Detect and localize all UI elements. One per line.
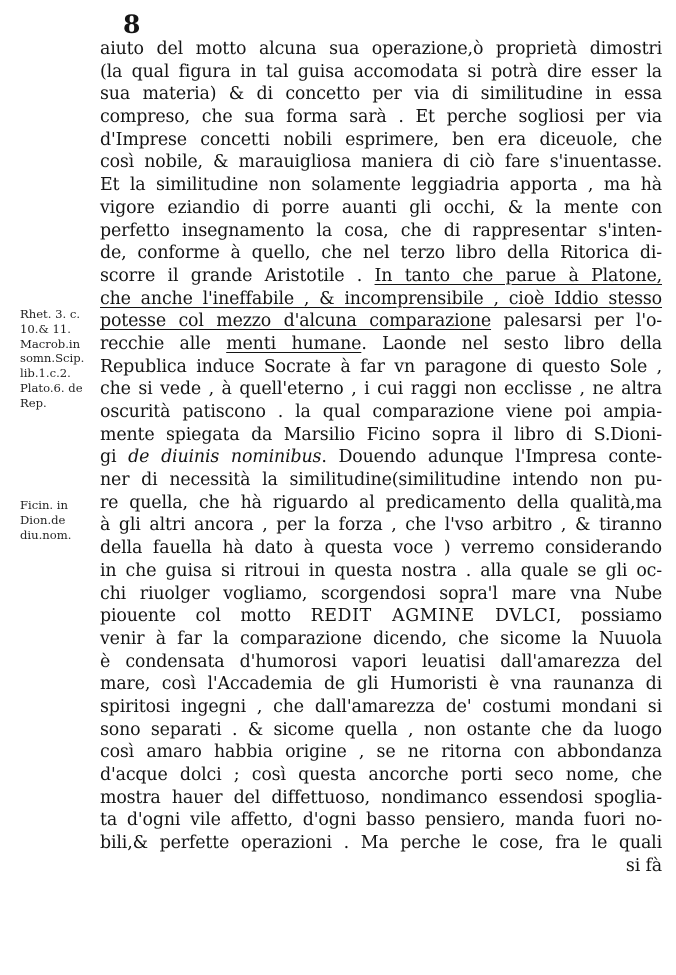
text-line <box>100 787 662 810</box>
marginal-note-line: 10.& 11. <box>20 321 71 336</box>
text-segment: Et la similitudine non solamente leggiadria apporta , ma hà <box>100 175 662 196</box>
text-segment: mare, così l'Accademia de gli Humoristi è vna raunanza di <box>100 674 662 695</box>
text-segment: compreso, che sua forma sarà . Et perche sogliosi per via <box>100 107 662 128</box>
text-segment: ner di necessità la similitudine(similitudine intendo non pu- <box>100 470 662 491</box>
text-segment: recchie alle <box>100 333 227 354</box>
text-line <box>100 469 662 492</box>
text-line <box>100 129 662 152</box>
text-segment: vigore eziandio di porre auanti gli occhi, & la mente con <box>100 197 662 218</box>
text-line <box>100 424 662 447</box>
text-segment: d'acque dolci ; così questa ancorche porti seco nome, che <box>100 765 662 785</box>
text-line <box>100 356 662 379</box>
text-segment: à gli altri ancora , per la forza , che l'vso arbitro , & tiranno <box>100 515 662 536</box>
text-segment: oscurità patiscono . la qual comparazione viene poi ampia- <box>100 402 662 422</box>
text-segment: mostra hauer del diffettuoso, nondimanco essendosi spoglia- <box>100 787 662 808</box>
text-line <box>100 151 662 174</box>
text-segment: si fà <box>625 855 662 876</box>
text-line <box>100 809 662 832</box>
text-segment: de, conforme à quello, che nel terzo libro della Ritorica di- <box>100 243 662 264</box>
motto-text: REDIT AGMINE DVLCI <box>310 606 556 627</box>
text-line <box>100 583 662 606</box>
text-segment: bili,& perfette operazioni . Ma perche le cose, fra le quali <box>100 833 662 854</box>
text-line <box>100 265 662 288</box>
text-segment: Republica induce Socrate à far vn paragone di questo Sole , <box>100 356 662 377</box>
text-segment: re quella, che hà riguardo al predicamento della qualità,ma <box>100 492 662 513</box>
marginal-note-citations <box>20 307 98 411</box>
text-segment: . Laonde nel sesto libro della <box>361 333 663 354</box>
text-line <box>100 492 662 515</box>
text-line <box>100 628 662 651</box>
marginal-note-line: Rep. <box>20 395 47 410</box>
text-segment: gi <box>100 447 129 468</box>
text-segment: venir à far la comparazione dicendo, che sicome la Nuuola <box>100 628 662 649</box>
text-line <box>100 560 662 583</box>
marginal-note-line: lib.1.c.2. <box>20 366 71 381</box>
text-line <box>100 61 662 84</box>
underlined-text: In tanto che parue à Platone, <box>374 265 662 286</box>
text-line <box>100 673 662 696</box>
text-line <box>100 333 662 356</box>
text-line <box>100 855 662 878</box>
text-line <box>100 174 662 197</box>
text-line <box>100 651 662 674</box>
text-line <box>100 220 662 243</box>
marginal-note-line: Dion.de <box>20 512 66 527</box>
text-segment: in che guisa si ritroui in questa nostra . alla quale se gli oc- <box>100 560 662 581</box>
text-line <box>100 537 662 560</box>
text-segment: sua materia) & di concetto per via di similitudine in essa <box>100 84 662 105</box>
text-segment: ta d'ogni vile affetto, d'ogni basso pensiero, manda fuori no- <box>100 810 662 831</box>
marginal-note-line: somn.Scip. <box>20 351 85 366</box>
text-segment: così nobile, & marauigliosa maniera di ciò fare s'inuentasse. <box>100 152 662 173</box>
text-segment: . Douendo adunque l'Impresa conte- <box>321 447 662 468</box>
text-segment: spiritosi ingegni , che dall'amarezza de' costumi mondani si <box>100 696 662 717</box>
marginal-note-line: Rhet. 3. c. <box>20 307 81 321</box>
text-line <box>100 310 662 333</box>
text-line <box>100 446 662 469</box>
text-segment: , possiamo <box>555 606 662 627</box>
marginal-note-line: Plato.6. de <box>20 380 83 395</box>
text-line <box>100 764 662 787</box>
text-segment: è condensata d'humorosi vapori leuatisi dall'amarezza del <box>100 651 662 672</box>
text-line <box>100 741 662 764</box>
text-line <box>100 288 662 311</box>
text-segment: d'Imprese concetti nobili esprimere, ben era diceuole, che <box>100 129 662 150</box>
underlined-text: menti humane <box>226 333 362 354</box>
marginal-note-ficino <box>20 498 98 542</box>
text-line <box>100 719 662 742</box>
italic-title: de diuinis nominibus <box>128 447 322 468</box>
text-line <box>100 401 662 424</box>
text-segment: palesarsi per l'o- <box>491 311 662 332</box>
text-line <box>100 83 662 106</box>
text-line <box>100 378 662 401</box>
page-number: 8 <box>123 10 141 39</box>
marginal-note-line: diu.nom. <box>20 527 72 542</box>
text-segment: scorre il grande Aristotile . <box>100 265 375 286</box>
text-line <box>100 696 662 719</box>
text-segment: della fauella hà dato à questa voce ) verremo considerando <box>100 538 662 559</box>
text-line <box>100 605 662 628</box>
text-segment: piouente col motto <box>100 606 311 627</box>
text-segment: che si vede , à quell'eterno , i cui raggi non ecclisse , ne altra <box>100 379 662 400</box>
marginal-note-line: Macrob.in <box>20 336 81 351</box>
text-line <box>100 514 662 537</box>
text-segment: sono separati . & sicome quella , non ostante che da luogo <box>100 719 662 740</box>
text-line <box>100 106 662 129</box>
text-line <box>100 38 662 61</box>
marginal-note-line: Ficin. in <box>20 498 68 512</box>
text-line <box>100 832 662 855</box>
text-segment: chi riuolger vogliamo, scorgendosi sopra'l mare vna Nube <box>100 583 662 604</box>
text-line <box>100 242 662 265</box>
underlined-text: potesse col mezzo d'alcuna comparazione <box>100 311 492 332</box>
text-segment: (la qual figura in tal guisa accomodata si potrà dire esser la <box>100 61 662 82</box>
body-text <box>100 38 662 877</box>
text-segment: aiuto del motto alcuna sua operazione,ò proprietà dimostri <box>100 39 662 59</box>
text-segment: così amaro habbia origine , se ne ritorna con abbondanza <box>100 742 662 763</box>
text-segment: perfetto insegnamento la cosa, che di rappresentar s'inten- <box>100 220 662 241</box>
text-segment: mente spiegata da Marsilio Ficino sopra il libro di S.Dioni- <box>100 424 662 445</box>
text-line <box>100 197 662 220</box>
underlined-text: che anche l'ineffabile , & incomprensibile , cioè Iddio stesso <box>100 288 662 309</box>
